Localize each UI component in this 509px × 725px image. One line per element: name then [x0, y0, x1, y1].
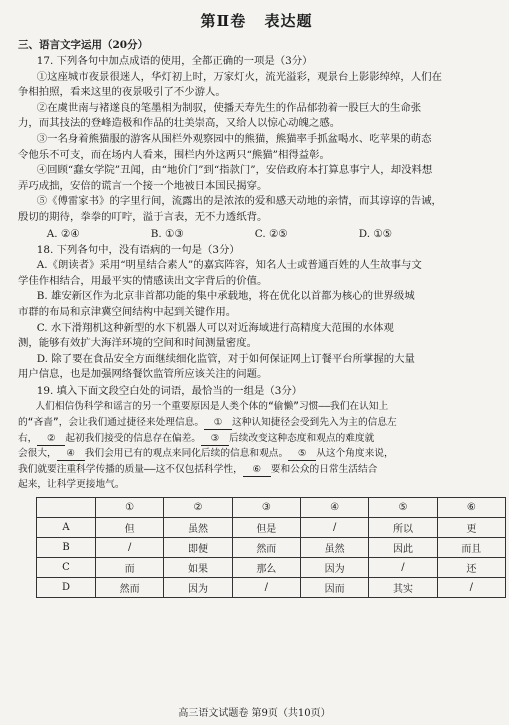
table-cell: 更: [437, 518, 505, 538]
q17-sentence-2a: ②在虞世南与褚遂良的笔墨相为制驭，使播天寿先生的作品郁勃着一股巨大的生命张: [36, 101, 422, 114]
table-cell: 如果: [164, 558, 232, 578]
blank-6[interactable]: ⑥: [243, 464, 271, 477]
q17-sentence-1b: 争相拍照，看来这里的夜景吸引了不少游人。: [18, 86, 226, 99]
q18-option-d-2: 用户信息，也是加强网络餐饮监管所应该关注的问题。: [18, 368, 268, 381]
q18-option-b-2: 市群的布局和京津冀空间结构中起到关键作用。: [18, 305, 237, 318]
q17-sentence-2b: 力，而其技法的登峰造极和作品的壮美崇高，又给人以惊心动魄之感。: [18, 117, 341, 130]
table-cell: 而: [96, 558, 164, 578]
q18-option-a-1: A.《朗读者》采用“明星结合素人”的嘉宾阵容，知名人士或普通百姓的人生故事与文: [36, 259, 422, 272]
passage-line-1: 人们相信伪科学和谣言的另一个重要原因是人类个体的“偷懒”习惯——我们在认知上: [35, 401, 389, 413]
passage-line-3: 右， ② 起初我们接受的信息存在偏差。 ③ 后续改变这种态度和观点的难度就: [18, 432, 375, 444]
table-cell: 虽然: [300, 538, 368, 558]
table-header-cell: [37, 498, 96, 518]
q18-option-b-1: B. 雄安新区作为北京非首都功能的集中承载地，将在优化以首都为核心的世界级城: [36, 290, 415, 303]
option-d: D. ①⑤: [358, 227, 392, 240]
table-cell: /: [96, 538, 164, 558]
table-cell: C: [37, 558, 96, 578]
q18-option-c-2: 测，能够有效扩大海洋环境的空间和时间测量密度。: [18, 337, 257, 350]
table-cell: 但: [96, 518, 164, 538]
q18-option-c-1: C. 水下滑翔机这种新型的水下机器人可以对近海域进行高精度大范围的水体观: [36, 321, 394, 334]
section-heading: 三、语言文字运用（20分）: [18, 39, 149, 51]
q17-sentence-3b: 令他乐不可支，而在场内人看来，围栏内外这两只“熊猫”相得益彰。: [18, 148, 330, 161]
table-cell: 因为: [300, 558, 368, 578]
q18-option-a-2: 学佳作相结合，用最平实的情感读出文字背后的价值。: [18, 274, 268, 287]
table-cell: 那么: [232, 558, 300, 578]
q17-sentence-1a: ①这座城市夜景很迷人，华灯初上时，万家灯火，流光溢彩，观景台上影影绰绰，人们在: [36, 70, 442, 83]
passage-line-4: 会很大， ④ 我们会用已有的观点来同化后续的信息和观点。 ⑤ 从这个角度来说，: [18, 448, 394, 460]
table-cell: 所以: [369, 518, 437, 538]
table-cell: 因为: [164, 578, 232, 598]
page-footer: 高三语文试题卷 第9页（共10页）: [178, 708, 331, 719]
table-cell: 然而: [232, 538, 300, 558]
table-cell: 然而: [96, 578, 164, 598]
passage-line-2: 的“吝啬”，会让我们通过捷径来处理信息。 ① 这种认知捷径会受到先入为主的信息左: [18, 417, 397, 429]
table-header-cell: ⑥: [437, 498, 505, 518]
question-19: [18, 384, 495, 598]
part-name: 表达题: [264, 12, 313, 30]
blank-4[interactable]: ④: [57, 448, 85, 461]
table-cell: 因此: [369, 538, 437, 558]
question-18: [18, 243, 495, 383]
table-cell: B: [37, 538, 96, 558]
q17-sentence-4a: ④回顾“蠢女学院”丑闻，由“地价门”到“指款门”，安倍政府本打算息事宁人，却没料想: [36, 164, 433, 177]
question-17: [18, 54, 495, 242]
table-header-cell: ④: [300, 498, 368, 518]
blank-3[interactable]: ③: [201, 433, 229, 446]
q17-sentence-4b: 弄巧成拙，安倍的谎言一个接一个地被日本国民揭穿。: [18, 179, 268, 192]
table-cell: 因而: [300, 578, 368, 598]
blank-2[interactable]: ②: [37, 433, 65, 446]
passage-line-5: 我们就要注重科学传播的质量——这不仅包括科学性， ⑥ 要和公众的日常生活结合: [18, 463, 378, 475]
table-cell: D: [37, 578, 96, 598]
table-header-cell: ①: [96, 498, 164, 518]
table-cell: 即便: [164, 538, 232, 558]
table-header-row: [37, 498, 506, 518]
q17-sentence-3a: ③一名身着熊猫服的游客从围栏外观察园中的熊猫，熊猫率手抓盆喝水、吃苹果的萌态: [36, 132, 432, 145]
option-c: C. ②⑤: [254, 227, 288, 240]
table-cell: /: [300, 518, 368, 538]
table-cell: /: [369, 558, 437, 578]
table-cell: /: [437, 578, 505, 598]
q19-stem: 19. 填入下面文段空白处的词语，最恰当的一组是（3分）: [36, 384, 303, 397]
table-cell: 其实: [369, 578, 437, 598]
q17-options: [47, 227, 495, 242]
table-cell: 而且: [437, 538, 505, 558]
table-row: [37, 518, 506, 538]
blank-5[interactable]: ⑤: [288, 448, 316, 461]
passage-line-6: 起来，让科学更接地气。: [18, 479, 125, 491]
option-a: A. ②④: [46, 227, 80, 240]
q17-sentence-5a: ⑤《傅雷家书》的字里行间，流露出的是浓浓的爱和感天动地的亲情，而其谆谆的告诫，: [36, 195, 442, 208]
table-header-cell: ②: [164, 498, 232, 518]
table-row: [37, 578, 506, 598]
part-number: 第Ⅱ卷: [200, 12, 247, 30]
table-row: [37, 558, 506, 578]
table-cell: 还: [437, 558, 505, 578]
table-row: [37, 538, 506, 558]
q18-option-d-1: D. 除了要在食品安全方面继续细化监管，对于如何保证网上订餐平台所掌握的大量: [36, 352, 415, 365]
blank-1[interactable]: ①: [204, 417, 232, 430]
q19-passage: [18, 399, 495, 493]
q17-stem: 17. 下列各句中加点成语的使用，全都正确的一项是（3分）: [36, 55, 313, 67]
table-cell: A: [37, 518, 96, 538]
table-header-cell: ⑤: [369, 498, 437, 518]
q18-stem: 18. 下列各句中，没有语病的一句是（3分）: [36, 243, 240, 256]
table-cell: 但是: [232, 518, 300, 538]
option-b: B. ①③: [150, 227, 184, 240]
part-title: [18, 10, 495, 31]
table-header-cell: ③: [232, 498, 300, 518]
answer-table: [36, 497, 506, 598]
table-cell: /: [232, 578, 300, 598]
q17-sentence-5b: 殷切的期待，拳拳的叮咛，溢于言表，无不力透纸背。: [18, 210, 268, 223]
table-cell: 虽然: [164, 518, 232, 538]
